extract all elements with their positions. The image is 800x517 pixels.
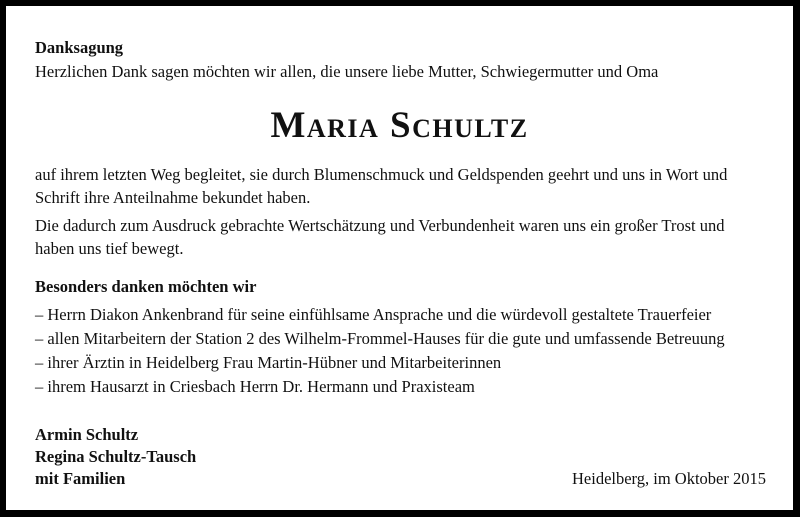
special-thanks-item: – allen Mitarbeitern der Station 2 des Wilhelm-Frommel-Hauses für die gute und umfassende Betreuung <box>35 329 725 348</box>
heading: Danksagung <box>35 38 124 57</box>
intro-text: Herzlichen Dank sagen möchten wir allen, die unsere liebe Mutter, Schwiegermutter und Oma <box>35 62 659 81</box>
deceased-name: Maria Schultz <box>270 105 529 146</box>
place-date: Heidelberg, im Oktober 2015 <box>572 469 766 488</box>
paragraph1-line2: Schrift ihre Anteilnahme bekundet haben. <box>35 188 311 207</box>
signature-line: mit Familien <box>35 469 126 488</box>
special-thanks-item: – ihrem Hausarzt in Criesbach Herrn Dr. Hermann und Praxisteam <box>35 377 475 396</box>
obituary-notice <box>6 6 793 510</box>
paragraph1-line1: auf ihrem letzten Weg begleitet, sie durch Blumenschmuck und Geldspenden geehrt und uns in Wort und <box>35 165 728 184</box>
paragraph2-line2: haben uns tief bewegt. <box>35 239 184 258</box>
special-thanks-item: – Herrn Diakon Ankenbrand für seine einfühlsame Ansprache und die würdevoll gestaltete Trauerfeier <box>35 305 712 324</box>
paragraph2-line1: Die dadurch zum Ausdruck gebrachte Wertschätzung und Verbundenheit waren uns ein großer Trost und <box>35 216 725 235</box>
special-thanks-item: – ihrer Ärztin in Heidelberg Frau Martin-Hübner und Mitarbeiterinnen <box>35 353 502 372</box>
special-thanks-heading: Besonders danken möchten wir <box>35 277 257 296</box>
signature-line: Armin Schultz <box>35 425 139 444</box>
signature-line: Regina Schultz-Tausch <box>35 447 197 466</box>
